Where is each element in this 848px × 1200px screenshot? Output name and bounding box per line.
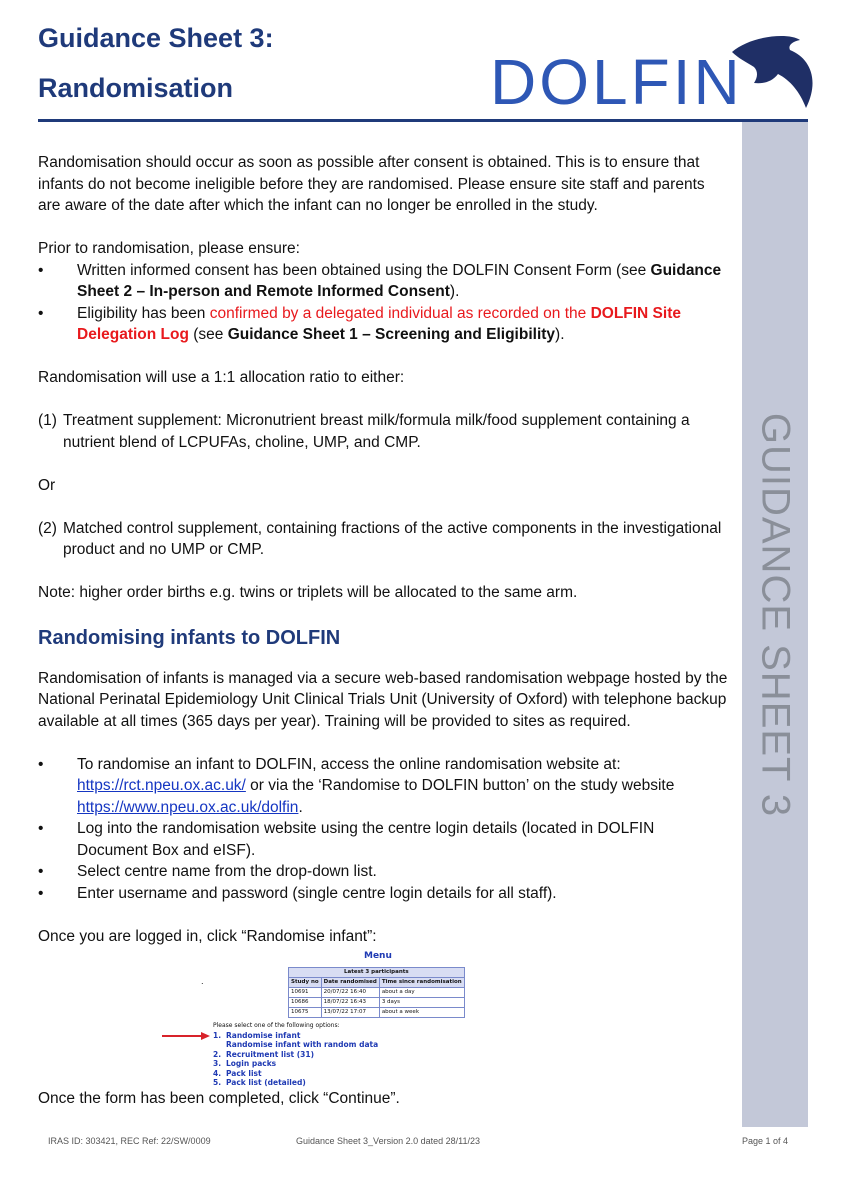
menu-option-randomise-infant[interactable]: 1. Randomise infant — [213, 1030, 301, 1040]
ratio-paragraph: Randomisation will use a 1:1 allocation ratio to either: — [38, 369, 405, 386]
page-title-line1: Guidance Sheet 3: — [38, 23, 274, 53]
svg-text:DOLFIN: DOLFIN — [490, 46, 743, 116]
managed-paragraph: Randomisation of infants is managed via a secure web-based randomisation webpage hosted by the National Perinatal Epidemiology Unit Clinical Trials Unit (University of Oxford) with telephone backup available at all times (365 days per year). Training will be provided to sites as required. — [38, 669, 728, 730]
column-header: Time since randomisation — [379, 978, 464, 988]
sidebar-label: GUIDANCE SHEET 3 — [753, 412, 798, 818]
completed-paragraph: Once the form has been completed, click “Continue”. — [38, 1090, 400, 1107]
footer-page-number: Page 1 of 4 — [742, 1136, 789, 1146]
prior-paragraph: Prior to randomisation, please ensure: — [38, 240, 300, 257]
list-item: • Enter username and password (single centre login details for all staff). — [38, 884, 557, 902]
red-arrow-icon — [161, 1032, 211, 1040]
section-heading: Randomising infants to DOLFIN — [38, 626, 341, 649]
menu-option-pack-list[interactable]: 4. Pack list — [213, 1068, 262, 1078]
menu-option-pack-list-detailed[interactable]: 5. Pack list (detailed) — [213, 1078, 306, 1087]
table-row: 10686 18/07/22 16:43 3 days — [289, 998, 465, 1008]
list-item: (1) Treatment supplement: Micronutrient breast milk/formula milk/food supplement containing a nutrient blend of LCPUFAs, choline, UMP, and CMP. — [38, 412, 690, 451]
list-item: • To randomise an infant to DOLFIN, access the online randomisation website at: https://rct.npeu.ox.ac.uk/ or via the ‘Randomise to DOLFIN button’ on the study website https://www.npeu.ox.ac.uk/dolfin. — [38, 755, 675, 816]
note-paragraph: Note: higher order births e.g. twins or triplets will be allocated to the same arm. — [38, 584, 578, 601]
list-item: • Log into the randomisation website using the centre login details (located in DOLFIN Document Box and eISF). — [38, 820, 655, 859]
menu-title: Menu — [364, 951, 392, 961]
dolfin-logo — [488, 32, 818, 116]
dolphin-icon — [732, 36, 813, 108]
footer-left: IRAS ID: 303421, REC Ref: 22/SW/0009 — [48, 1136, 211, 1146]
page-title-line2: Randomisation — [38, 73, 234, 103]
intro-paragraph: Randomisation should occur as soon as possible after consent is obtained. This is to ensure that infants do not become ineligible before they are randomised. Please ensure site staff and parents are aware of the date after which the infant can no longer be enrolled in the study. — [38, 154, 705, 214]
rct-link[interactable]: https://rct.npeu.ox.ac.uk/ — [77, 777, 246, 794]
logged-in-paragraph: Once you are logged in, click “Randomise infant”: — [38, 927, 377, 945]
column-header: Study no — [289, 978, 322, 988]
list-item: (2) Matched control supplement, containing fractions of the active components in the investigational product and no UMP or CMP. — [38, 519, 722, 558]
table-row: 10691 20/07/22 16:40 about a day — [289, 988, 465, 998]
header-rule — [38, 119, 808, 122]
footer-center: Guidance Sheet 3_Version 2.0 dated 28/11/23 — [296, 1136, 480, 1146]
list-item: • Eligibility has been confirmed by a delegated individual as recorded on the DOLFIN Site Delegation Log (see Guidance Sheet 1 – Screening and Eligibility). — [38, 304, 681, 343]
menu-options — [213, 1021, 378, 1088]
table-row: 10675 13/07/22 17:07 about a week — [289, 1008, 465, 1018]
options-prompt: Please select one of the following options: — [213, 1022, 340, 1029]
latest-participants-table — [288, 967, 465, 1018]
menu-option-login-packs[interactable]: 3. Login packs — [213, 1059, 277, 1068]
randomisation-menu-screenshot: Menu . Latest 3 participants Study no Date randomised Time since randomisation 10691 20/07/22 16:40 about a day 10686 18/07/22 16:43 3 days 10675 13/07/22 17:07 about a week Please select one of the following options: 1. Randomise infant Randomise infant with random data 2. Recruitment list (31) 3. Login packs 4. Pack list 5. Pack list (detailed) — [38, 951, 728, 1088]
study-website-link[interactable]: https://www.npeu.ox.ac.uk/dolfin — [77, 798, 299, 816]
list-item: • Select centre name from the drop-down list. — [38, 863, 377, 880]
menu-option-randomise-random-data[interactable]: Randomise infant with random data — [226, 1040, 379, 1049]
table-caption: Latest 3 participants — [289, 968, 465, 978]
list-item: • Written informed consent has been obtained using the DOLFIN Consent Form (see Guidance Sheet 2 – In-person and Remote Informed Consent). — [38, 261, 722, 300]
main-content — [38, 152, 728, 1110]
or-text: Or — [38, 476, 56, 494]
menu-option-recruitment-list[interactable]: 2. Recruitment list (31) — [213, 1049, 315, 1059]
column-header: Date randomised — [321, 978, 379, 988]
